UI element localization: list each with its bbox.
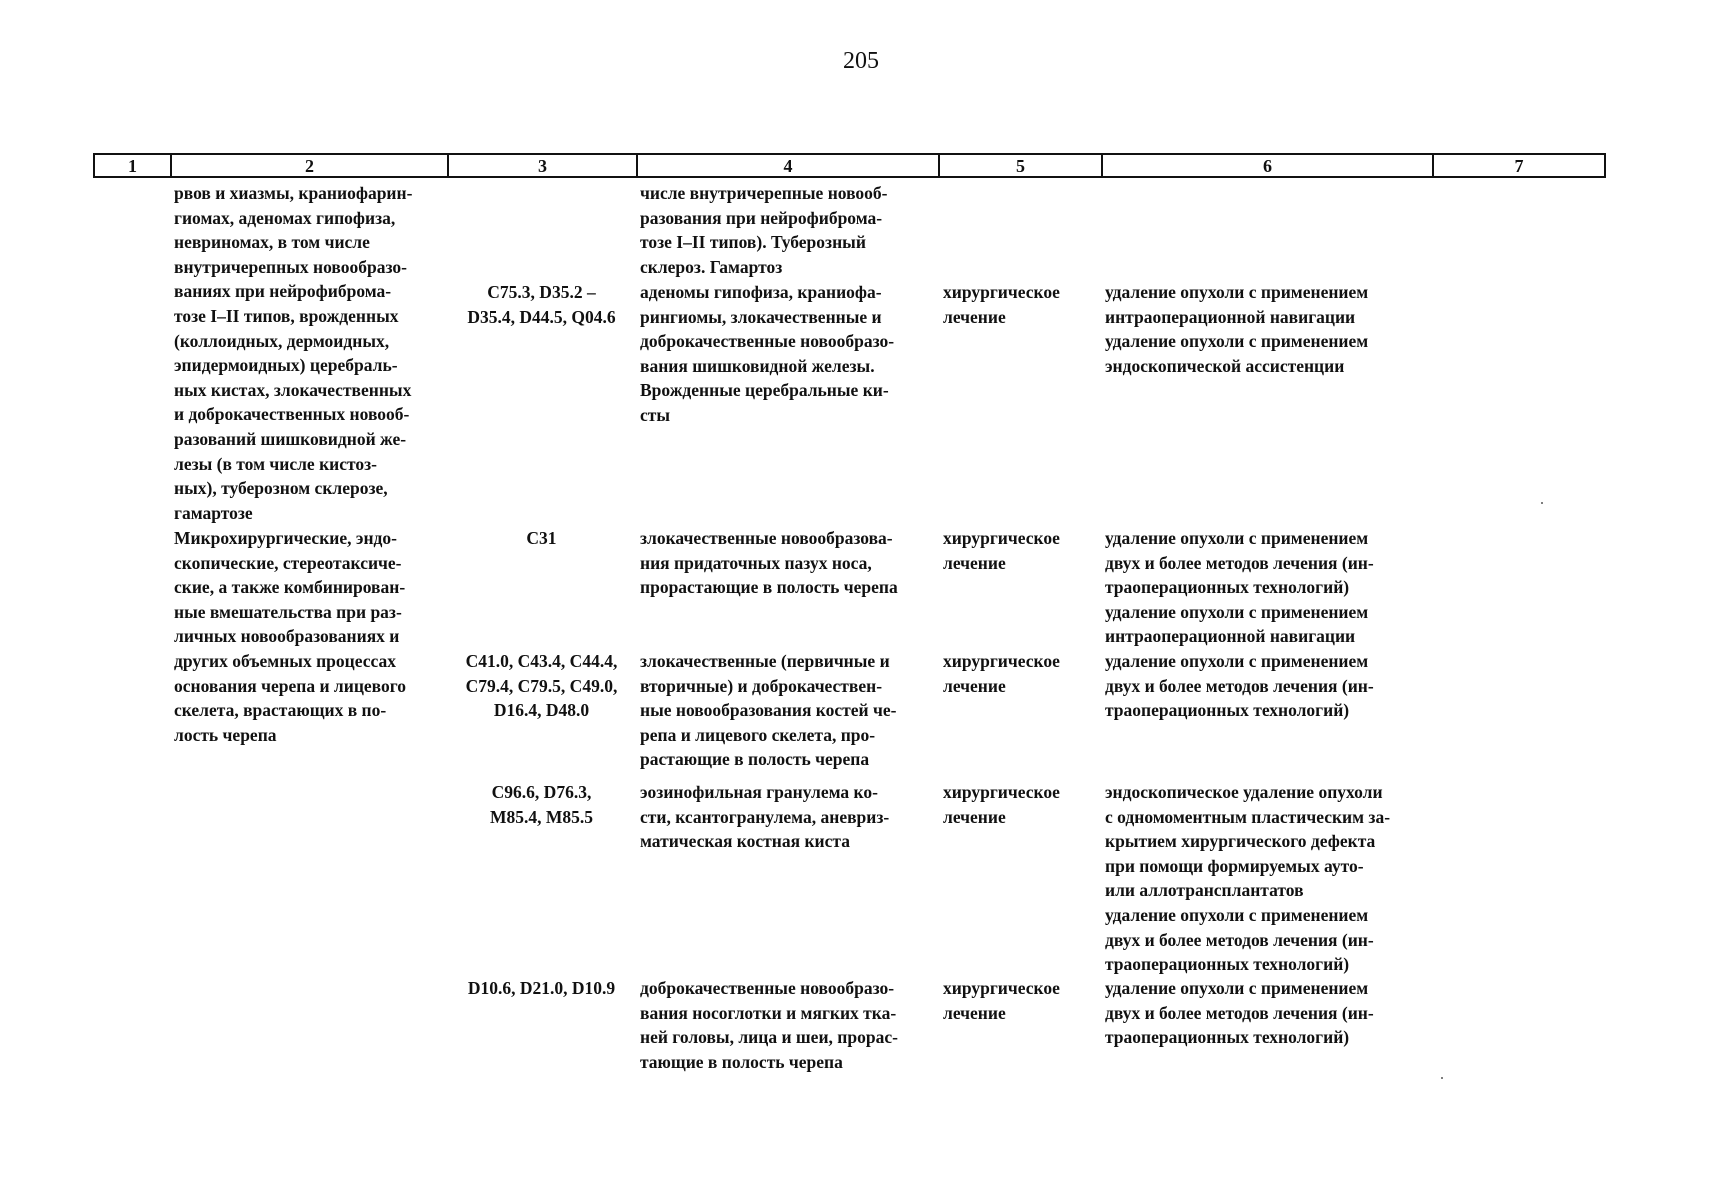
treatment-method-cell [1105,780,1390,977]
treatment-type-cell [943,526,1060,575]
cell-line: эндоскопической ассистенции [1105,355,1345,376]
cell-line: ней головы, лица и шеи, прорас- [640,1027,898,1048]
service-description-cell [174,181,412,525]
cell-line: удаление опухоли с применением [1105,282,1369,302]
cell-line: при помощи формируемых ауто- [1105,855,1364,876]
cell-line: вания шишковидной железы. [640,355,875,376]
cell-line: вторичные) и доброкачествен- [640,675,883,696]
cell-line: вания носоглотки и мягких тка- [640,1002,897,1023]
cell-line: ские, а также комбинирован- [174,577,406,598]
cell-line: хирургическое [943,978,1060,998]
scan-speck [1441,1077,1443,1079]
cell-line: ваниях при нейрофиброма- [174,281,392,302]
cell-line: двух и более методов лечения (ин- [1105,1002,1374,1023]
treatment-type-cell [943,976,1060,1025]
cell-line: хирургическое [943,528,1060,548]
cell-line: удаление опухоли с применением [1105,601,1369,622]
cell-line: основания черепа и лицевого [174,675,407,696]
cell-line: C96.6, D76.3, [491,782,592,802]
cell-line: траоперационных технологий) [1105,577,1350,598]
column-header-2: 2 [172,155,449,176]
treatment-type-cell [943,280,1060,329]
diagnosis-cell [640,181,888,279]
cell-line: невриномах, в том числе [174,232,370,253]
column-header-3: 3 [449,155,638,176]
scan-speck [1541,502,1543,504]
cell-line: C31 [526,528,557,548]
column-header-4: 4 [638,155,940,176]
cell-line: C79.4, C79.5, C49.0, [465,675,618,696]
diagnosis-cell [640,280,894,428]
treatment-method-cell [1105,649,1374,723]
cell-line: скелета, врастающих в по- [174,700,387,721]
cell-line: ных кистах, злокачественных [174,379,412,400]
icd-codes-cell [449,976,634,1001]
cell-line: рингиомы, злокачественные и [640,306,882,327]
service-description-cell [174,526,406,747]
icd-codes-cell [449,649,634,723]
icd-codes-cell [449,526,634,551]
cell-line: склероз. Гамартоз [640,256,783,277]
cell-line: тающие в полость черепа [640,1051,843,1072]
column-header-6: 6 [1103,155,1434,176]
treatment-type-cell [943,649,1060,698]
cell-line: с одномоментным пластическим за- [1105,806,1391,827]
cell-line: доброкачественные новообразо- [640,331,895,352]
cell-line: тозе I–II типов, врожденных [174,305,399,326]
icd-codes-cell [449,780,634,829]
page-number: 205 [843,48,879,74]
cell-line: D35.4, D44.5, Q04.6 [467,306,616,327]
cell-line: внутричерепных новообразо- [174,256,407,277]
cell-line: других объемных процессах [174,650,396,671]
cell-line: ных), туберозном склерозе, [174,478,388,499]
column-header-1: 1 [95,155,172,176]
cell-line: эпидермоидных) церебраль- [174,355,398,376]
cell-line: злокачественные (первичные и [640,651,890,671]
cell-line: интраоперационной навигации [1105,626,1356,647]
cell-line: ния придаточных пазух носа, [640,552,872,573]
cell-line: двух и более методов лечения (ин- [1105,675,1374,696]
cell-line: разований шишковидной же- [174,428,407,449]
cell-line: личных новообразованиях и [174,626,400,647]
cell-line: двух и более методов лечения (ин- [1105,929,1374,950]
cell-line: хирургическое [943,282,1060,302]
cell-line: траоперационных технологий) [1105,954,1350,975]
cell-line: удаление опухоли с применением [1105,904,1369,925]
cell-line: аденомы гипофиза, краниофа- [640,282,882,302]
cell-line: лечение [943,675,1006,696]
cell-line: интраоперационной навигации [1105,306,1356,327]
cell-line: числе внутричерепные новооб- [640,183,888,203]
cell-line: лечение [943,552,1006,573]
cell-line: лечение [943,806,1006,827]
diagnosis-cell [640,649,896,772]
cell-line: или аллотрансплантатов [1105,880,1304,901]
treatment-method-cell [1105,280,1368,378]
cell-line: злокачественные новообразова- [640,528,893,548]
treatment-type-cell [943,780,1060,829]
cell-line: D16.4, D48.0 [493,700,590,721]
cell-line: M85.4, M85.5 [489,806,594,827]
cell-line: лечение [943,1002,1006,1023]
cell-line: рвов и хиазмы, краниофарин- [174,183,413,203]
cell-line: ные вмешательства при раз- [174,601,402,622]
cell-line: траоперационных технологий) [1105,700,1350,721]
cell-line: и доброкачественных новооб- [174,404,410,425]
cell-line: скопические, стереотаксиче- [174,552,402,573]
column-header-7: 7 [1514,156,1524,176]
cell-line: матическая костная киста [640,831,850,852]
cell-line: ные новообразования костей че- [640,700,897,721]
cell-line: хирургическое [943,782,1060,802]
treatment-method-cell [1105,526,1374,649]
cell-line: лечение [943,306,1006,327]
cell-line: крытием хирургического дефекта [1105,831,1376,852]
cell-line: репа и лицевого скелета, про- [640,724,876,745]
column-header-5: 5 [940,155,1103,176]
cell-line: лезы (в том числе кистоз- [174,453,377,474]
treatment-method-cell [1105,976,1374,1050]
cell-line: разования при нейрофиброма- [640,207,883,228]
cell-line: сты [640,404,671,425]
cell-line: удаление опухоли с применением [1105,978,1369,998]
cell-line: гамартозе [174,502,253,523]
cell-line: Микрохирургические, эндо- [174,528,397,548]
cell-line: хирургическое [943,651,1060,671]
cell-line: C41.0, C43.4, C44.4, [465,651,618,671]
diagnosis-cell [640,976,898,1074]
cell-line: гиомах, аденомах гипофиза, [174,207,396,228]
cell-line: тозе I–II типов). Туберозный [640,232,866,253]
table-header-row [93,153,1606,178]
cell-line: прорастающие в полость черепа [640,577,898,598]
cell-line: лость черепа [174,724,277,745]
diagnosis-cell [640,780,889,854]
cell-line: растающие в полость черепа [640,749,870,770]
icd-codes-cell [449,280,634,329]
cell-line: удаление опухоли с применением [1105,331,1369,352]
cell-line: эндоскопическое удаление опухоли [1105,782,1383,802]
cell-line: двух и более методов лечения (ин- [1105,552,1374,573]
cell-line: C75.3, D35.2 – [487,282,596,302]
cell-line: (коллоидных, дермоидных, [174,330,390,351]
cell-line: траоперационных технологий) [1105,1027,1350,1048]
cell-line: сти, ксантогранулема, аневриз- [640,806,890,827]
cell-line: эозинофильная гранулема ко- [640,782,878,802]
cell-line: удаление опухоли с применением [1105,651,1369,671]
cell-line: удаление опухоли с применением [1105,528,1369,548]
cell-line: Врожденные церебральные ки- [640,380,889,401]
cell-line: доброкачественные новообразо- [640,978,895,998]
diagnosis-cell [640,526,898,600]
cell-line: D10.6, D21.0, D10.9 [467,978,616,998]
